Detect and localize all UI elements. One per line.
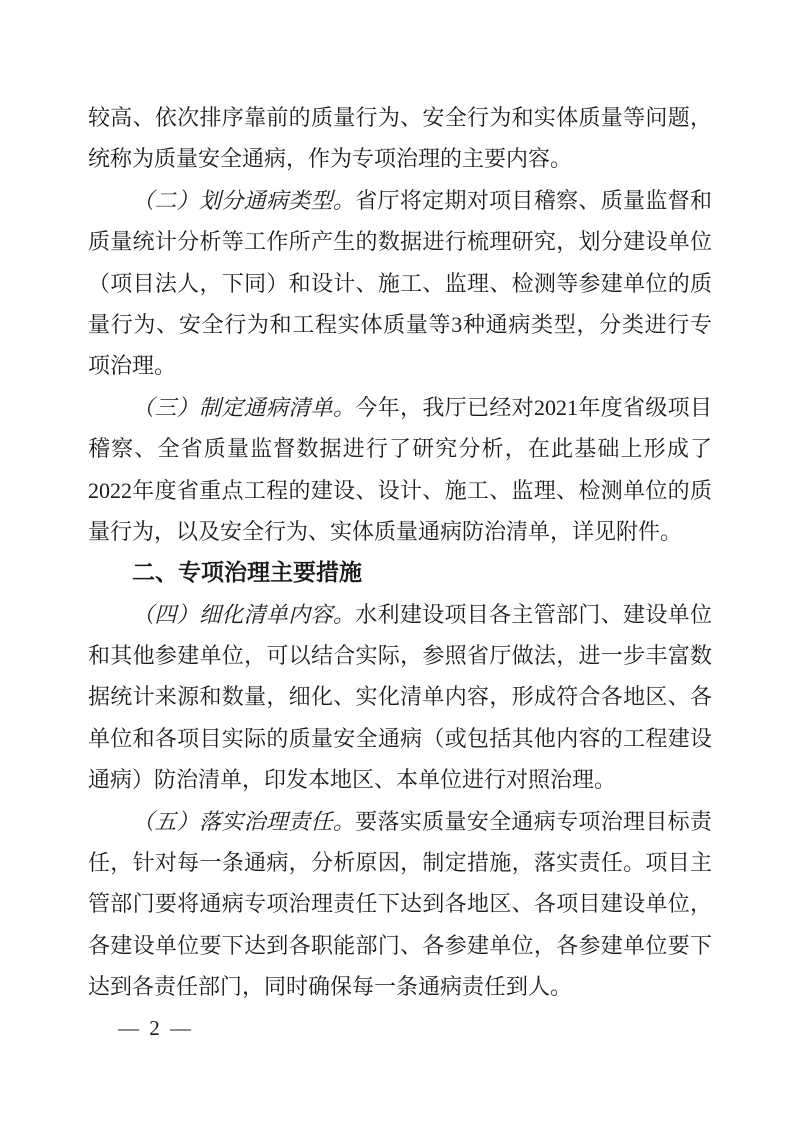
text-line bbox=[88, 635, 712, 676]
document-body bbox=[88, 97, 712, 1008]
text-segment: 质量统计分析等工作所产生的数据进行梳理研究，划分建设单位 bbox=[88, 229, 712, 255]
text-line bbox=[88, 428, 712, 469]
text-line bbox=[88, 676, 712, 717]
text-line bbox=[88, 345, 712, 386]
item-lead-in: （二）划分通病类型。 bbox=[132, 187, 356, 213]
page-footer bbox=[118, 1013, 191, 1043]
page-number: — 2 — bbox=[118, 1016, 191, 1040]
text-line bbox=[88, 138, 712, 179]
text-line bbox=[88, 263, 712, 304]
item-lead-in: （四）细化清单内容。 bbox=[132, 601, 356, 627]
text-segment: 2022年度省重点工程的建设、设计、施工、监理、检测单位的质 bbox=[88, 477, 712, 503]
text-line bbox=[88, 718, 712, 759]
text-segment: 通病）防治清单，印发本地区、本单位进行对照治理。 bbox=[88, 767, 617, 793]
text-line bbox=[88, 180, 712, 221]
section-heading bbox=[88, 552, 712, 593]
text-line bbox=[88, 470, 712, 511]
text-segment: 量行为、安全行为和工程实体质量等3种通病类型，分类进行专 bbox=[88, 311, 712, 337]
text-line bbox=[88, 842, 712, 883]
text-segment: 水利建设项目各主管部门、建设单位 bbox=[355, 601, 712, 627]
text-segment: 管部门要将通病专项治理责任下达到各地区、各项目建设单位， bbox=[88, 891, 712, 917]
item-lead-in: （五）落实治理责任。 bbox=[132, 808, 356, 834]
text-segment: 和其他参建单位，可以结合实际，参照省厅做法，进一步丰富数 bbox=[88, 643, 712, 669]
text-segment: 要落实质量安全通病专项治理目标责 bbox=[355, 808, 712, 834]
text-segment: 统称为质量安全通病，作为专项治理的主要内容。 bbox=[88, 146, 573, 172]
text-segment: 稽察、全省质量监督数据进行了研究分析，在此基础上形成了 bbox=[88, 436, 712, 462]
text-segment: 据统计来源和数量，细化、实化清单内容，形成符合各地区、各 bbox=[88, 684, 712, 710]
text-segment: 各建设单位要下达到各职能部门、各参建单位，各参建单位要下 bbox=[88, 932, 712, 958]
section-heading-text: 二、专项治理主要措施 bbox=[132, 559, 362, 586]
text-line bbox=[88, 387, 712, 428]
text-line bbox=[88, 759, 712, 800]
text-segment: 今年，我厅已经对2021年度省级项目 bbox=[355, 394, 712, 420]
text-line bbox=[88, 97, 712, 138]
text-segment: 量行为，以及安全行为、实体质量通病防治清单，详见附件。 bbox=[88, 518, 683, 544]
item-lead-in: （三）制定通病清单。 bbox=[132, 394, 356, 420]
text-line bbox=[88, 966, 712, 1007]
text-line bbox=[88, 221, 712, 262]
text-line bbox=[88, 304, 712, 345]
text-segment: 省厅将定期对项目稽察、质量监督和 bbox=[355, 187, 712, 213]
text-line bbox=[88, 801, 712, 842]
text-line bbox=[88, 594, 712, 635]
text-segment: （项目法人，下同）和设计、施工、监理、检测等参建单位的质 bbox=[88, 270, 712, 296]
text-line bbox=[88, 511, 712, 552]
text-segment: 单位和各项目实际的质量安全通病（或包括其他内容的工程建设 bbox=[88, 725, 712, 751]
text-segment: 任，针对每一条通病，分析原因，制定措施，落实责任。项目主 bbox=[88, 850, 712, 876]
text-segment: 达到各责任部门，同时确保每一条通病责任到人。 bbox=[88, 974, 573, 1000]
text-segment: 项治理。 bbox=[88, 353, 177, 379]
text-segment: 较高、依次排序靠前的质量行为、安全行为和实体质量等问题， bbox=[88, 105, 712, 130]
text-line bbox=[88, 883, 712, 924]
text-line bbox=[88, 925, 712, 966]
